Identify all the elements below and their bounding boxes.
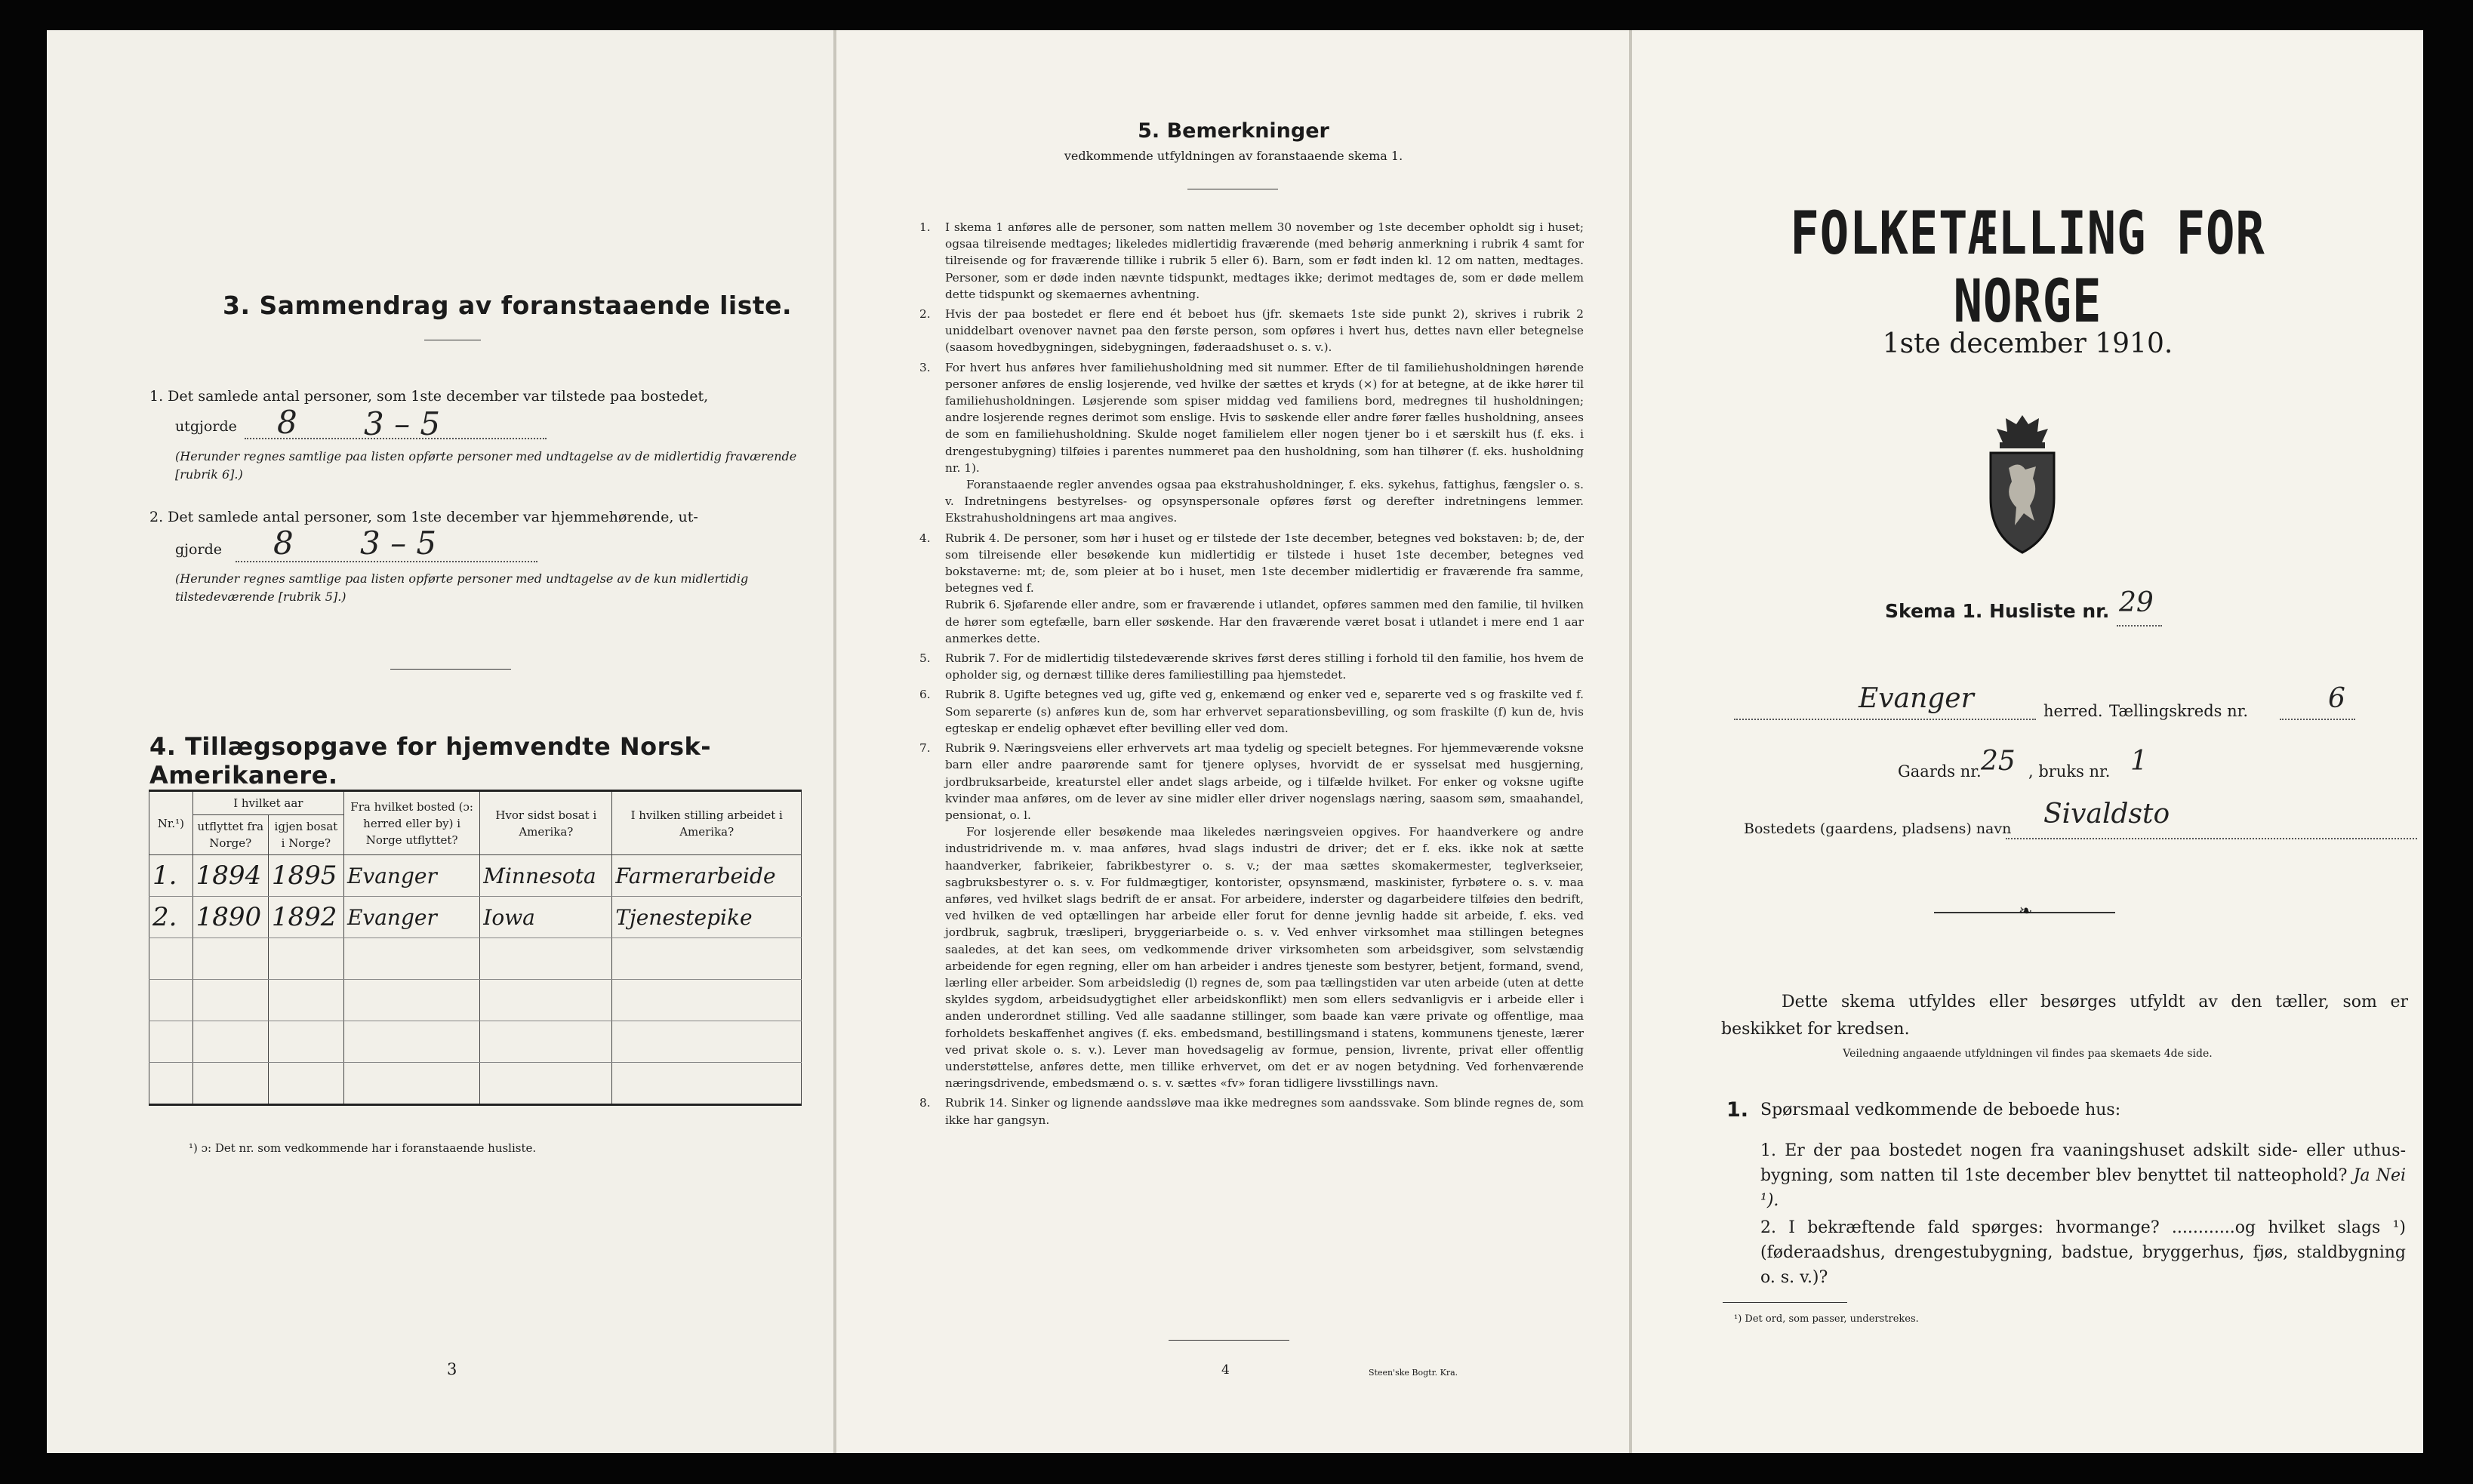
cell-nr: 2. bbox=[149, 897, 193, 938]
cell-stilling: Farmerarbeide bbox=[612, 855, 802, 897]
question-1-answer: Ja Nei ¹). bbox=[1760, 1166, 2406, 1210]
q1-text: 1. Det samlede antal personer, som 1ste december var tilstede paa bostedet, bbox=[149, 388, 709, 405]
page-1 bbox=[1632, 30, 2423, 1453]
cell-bosat: 1895 bbox=[268, 855, 343, 897]
remark-item: 8. Rubrik 14. Sinker og lignende aandssløve maa ikke medregnes som aandssvake. Som blinde regnes de, som ikke har gangsyn. bbox=[919, 1096, 1584, 1127]
q2-text: 2. Det samlede antal personer, som 1ste december var hjemmehørende, ut- bbox=[149, 509, 698, 525]
census-date: 1ste december 1910. bbox=[1882, 328, 2173, 359]
guidance-text: Veiledning angaaende utfyldningen vil findes paa skemaets 4de side. bbox=[1843, 1048, 2213, 1060]
herred-value: Evanger bbox=[1859, 683, 1974, 714]
col-header-bosat: igjen bosat i Norge? bbox=[268, 815, 343, 855]
bruks-value: 1 bbox=[2130, 746, 2148, 777]
q1-value-total: 8 bbox=[277, 404, 297, 441]
cell-amerika: Minnesota bbox=[480, 855, 612, 897]
divider bbox=[390, 669, 511, 670]
footnote: ¹) Det ord, som passer, understrekes. bbox=[1734, 1313, 1919, 1325]
question-heading-number: 1. bbox=[1726, 1098, 1749, 1122]
col-group-header: I hvilket aar bbox=[192, 791, 343, 815]
table-row bbox=[149, 855, 802, 897]
norsk-amerikanere-table bbox=[149, 790, 802, 1106]
q2-value-split: 3 – 5 bbox=[360, 525, 437, 562]
section-3-title: 3. Sammendrag av foranstaaende liste. bbox=[223, 291, 793, 320]
kreds-value: 6 bbox=[2328, 683, 2345, 714]
remarks-title: 5. Bemerkninger bbox=[1138, 119, 1329, 143]
col-header-utflyttet: utflyttet fra Norge? bbox=[192, 815, 268, 855]
table-row bbox=[149, 980, 802, 1021]
remarks-subtitle: vedkommende utfyldningen av foranstaaende skema 1. bbox=[1064, 149, 1403, 163]
cell-amerika: Iowa bbox=[480, 897, 612, 938]
cell-bosted: Evanger bbox=[343, 897, 479, 938]
remark-item: 2. Hvis der paa bostedet er flere end ét beboet hus (jfr. skemaets 1ste side punkt 2), skrives i rubrik 2 uniddelbart ovenover navnet paa den første person, som opføres i hvert hus, dettes navn eller betegnelse (saasom hovedbygningen, sidebygningen, føderaadshuset o. s. v.). bbox=[919, 307, 1584, 355]
q1-note: (Herunder regnes samtlige paa listen opførte personer med undtagelse av de midlertidig fraværende [rubrik 6].) bbox=[175, 449, 797, 482]
herred-line bbox=[1734, 719, 2036, 720]
page-number: 4 bbox=[1221, 1362, 1230, 1378]
herred-label: herred. bbox=[2043, 702, 2103, 720]
q2-label: gjorde bbox=[175, 541, 222, 558]
bosted-label: Bostedets (gaardens, pladsens) navn bbox=[1744, 821, 2012, 837]
schema-label: Skema 1. Husliste nr. bbox=[1885, 600, 2110, 622]
page-number: 3 bbox=[447, 1360, 457, 1378]
col-header-nr: Nr.¹) bbox=[149, 791, 193, 855]
question-heading: Spørsmaal vedkommende de beboede hus: bbox=[1760, 1101, 2121, 1119]
section-4-title: 4. Tillægsopgave for hjemvendte Norsk-Amerikanere. bbox=[149, 732, 712, 790]
remark-item: 1. I skema 1 anføres alle de personer, som natten mellem 30 november og 1ste december opholdt sig i huset; ogsaa tilreisende medtages; likeledes midlertidig fraværende (med behørig anmerkning i rubrik 4 samt for tilreisende og for fraværende tillike i rubrik 5 eller 6). Barn, som er født inden kl. 12 om natten, medtages. Personer, som er døde inden nævnte tidspunkt, medtages ikke; derimot medtages de, som er døde mellem dette tidspunkt og skemaernes avhentning. bbox=[919, 220, 1584, 301]
census-title: FOLKETÆLLING FOR NORGE bbox=[1790, 200, 2265, 336]
instruction-text: Dette skema utfyldes eller besørges utfyldt av den tæller, som er beskikket for kredsen. bbox=[1721, 993, 2408, 1039]
col-header-stilling: I hvilken stilling arbeidet i Amerika? bbox=[612, 791, 802, 855]
cell-bosat: 1892 bbox=[268, 897, 343, 938]
cell-bosted: Evanger bbox=[343, 855, 479, 897]
cell-utflyttet: 1890 bbox=[192, 897, 268, 938]
gaards-value: 25 bbox=[1981, 746, 2016, 777]
printer-imprint: Steen'ske Bogtr. Kra. bbox=[1369, 1368, 1458, 1378]
divider bbox=[1169, 1340, 1289, 1341]
ornament-icon: ❧ bbox=[2019, 902, 2033, 921]
question-2: 2. I bekræftende fald spørges: hvormange? ............og hvilket slags ¹) (føderaadshus, drengestubygning, badstue, bryggerhus, fjøs, staldbygning o. s. v.)? bbox=[1760, 1218, 2406, 1287]
col-header-amerika: Hvor sidst bosat i Amerika? bbox=[480, 791, 612, 855]
remark-item: 6. Rubrik 8. Ugifte betegnes ved ug, gifte ved g, enkemænd og enker ved e, separerte ved s og fraskilte ved f. Som separerte (s) anføres kun de, som har erhvervet separationsbevilling, og som fraskilte (f) kun de, hvis egteskap er endelig ophævet efter bevilling eller ved dom. bbox=[919, 688, 1584, 735]
q1-label: utgjorde bbox=[175, 418, 237, 435]
kreds-label: Tællingskreds nr. bbox=[2109, 702, 2249, 720]
norwegian-coat-of-arms-icon bbox=[1969, 408, 2075, 559]
page-4 bbox=[836, 30, 1631, 1453]
question-1: 1. Er der paa bostedet nogen fra vaaningshuset adskilt side- eller uthus-bygning, som natten til 1ste december blev benyttet til natteophold? Ja Nei ¹). bbox=[1760, 1141, 2406, 1210]
remarks-list bbox=[919, 219, 1584, 1131]
remark-item: 3. For hvert hus anføres hver familiehusholdning med sit nummer. Efter de til familiehusholdningen hørende personer anføres de enslig losjerende, ved hvilke der sættes et kryds (×) for at betegne, at de ikke hører til familiehusholdningen. Løsjerende som spiser middag ved familiens bord, medregnes til husholdningen; andre losjerende regnes derimot som enslige. Hvis to søskende eller andre fører fælles husholdning, ansees de som en familiehusholdning. Skulde noget familielem eller nogen tjener bo i et særskilt hus (f. eks. i drengestubygning) tilføies i parentes nummeret paa den husholdning, som han tilhører (f. eks. husholdning nr. 1). Foranstaaende regler anvendes ogsaa paa ekstrahusholdninger, f. eks. sykehus, fattighus, fængsler o. s. v. Indretningens bestyrelses- og opsynspersonale opføres først og derefter indretningens lemmer. Ekstrahusholdningens art maa angives. bbox=[919, 360, 1584, 525]
table-row bbox=[149, 1021, 802, 1063]
table-row bbox=[149, 938, 802, 980]
q1-answer-line bbox=[245, 438, 547, 439]
bruks-label: , bruks nr. bbox=[2028, 762, 2111, 780]
husliste-line bbox=[2117, 625, 2162, 627]
bosted-value: Sivaldsto bbox=[2043, 799, 2170, 830]
cell-utflyttet: 1894 bbox=[192, 855, 268, 897]
table-row bbox=[149, 897, 802, 938]
remark-item: 5. Rubrik 7. For de midlertidig tilstedeværende skrives først deres stilling i forhold til den familie, hos hvem de opholder sig, og dernæst tillike deres familiestilling paa hjemstedet. bbox=[919, 651, 1584, 682]
remark-item: 4. Rubrik 4. De personer, som hør i huset og er tilstede der 1ste december, betegnes ved bokstaven: b; de, der som tilreisende eller besøkende kun midlertidig er tilstede i huset 1ste december, betegnes ved bokstaverne: mt; de, som pleier at bo i huset, men 1ste december midlertidig er fraværende fra samme, betegnes ved f. Rubrik 6. Sjøfarende eller andre, som er fraværende i utlandet, opføres sammen med den familie, til hvilken de hører som egtefælle, barn eller søskende. Har den fraværende været bosat i utlandet i mere end 1 aar anmerkes dette. bbox=[919, 531, 1584, 645]
col-header-bosted: Fra hvilket bosted (ɔ: herred eller by) i Norge utflyttet? bbox=[343, 791, 479, 855]
remark-item: 7. Rubrik 9. Næringsveiens eller erhvervets art maa tydelig og specielt betegnes. For hjemmeværende voksne barn eller andre paarørende samt for tjenere oplyses, hvorvidt de er sysselsat med husgjerning, jordbruksarbeide, kreaturstel eller andet slags arbeide, og i tilfælde hvilket. For enker og voksne ugifte kvinder maa anføres, om de lever av sine midler eller driver nogenslags næring, saasom søm, smaahandel, pensionat, o. l. For losjerende eller besøkende maa likeledes næringsveien opgives. For haandverkere og andre industridrivende m. v. maa anføres, hvad slags industri de driver; det er f. eks. ikke nok at sætte haandverker, fabrikeier, fabrikbestyrer o. s. v.; der maa sættes skomakermester, teglverkseier, sagbruksbestyrer o. s. v. For fuldmægtiger, kontorister, opsynsmænd, maskinister, fyrbøtere o. s. v. maa anføres, ved hvilket slags bedrift de er ansat. For arbeidere, inderster og dagarbeidere tilføies den bedrift, ved hvilken de ved optællingen har arbeide eller forut for denne jevnlig hadde sit arbeide, f. eks. ved jordbruk, sagbruk, træsliperi, bryggeriarbeide o. s. v. Ved enhver virksomhet maa stillingen betegnes saaledes, at det kan sees, om vedkommende driver virksomheten som arbeidsgiver, som selvstændig arbeidende for egen regning, eller om han arbeider i andres tjeneste som bestyrer, betjent, formand, svend, lærling eller arbeider. Som arbeidsledig (l) regnes de, som paa tællingstiden var uten arbeide (uten at dette skyldes sygdom, arbeidsudygtighet eller arbeidskonflikt) men som ellers sedvanligvis er i arbeide eller i anden underordnet stilling. Ved alle saadanne stillinger, som baade kan være private og offentlige, maa forholdets beskaffenhet angives (f. eks. embedsmand, bestillingsmand i statens, kommunens tjeneste, lærer ved privat skole o. s. v.). Lever man hovedsagelig av formue, pension, livrente, privat eller offentlig understøttelse, anføres dette, men tillike erhvervet, om det er av nogen betydning. Ved forhenværende næringsdrivende, embedsmænd o. s. v. sættes «fv» foran tidligere livsstillings navn. bbox=[919, 741, 1584, 1091]
q2-note: (Herunder regnes samtlige paa listen opførte personer med undtagelse av de kun midlertidig tilstedeværende [rubrik 5].) bbox=[175, 571, 749, 604]
gaards-label: Gaards nr. bbox=[1898, 762, 1982, 780]
table-footnote: ¹) ɔ: Det nr. som vedkommende har i foranstaaende husliste. bbox=[189, 1141, 537, 1155]
kreds-line bbox=[2280, 719, 2355, 720]
q1-value-split: 3 – 5 bbox=[364, 405, 441, 442]
cell-stilling: Tjenestepike bbox=[612, 897, 802, 938]
cell-nr: 1. bbox=[149, 855, 193, 897]
page-3 bbox=[47, 30, 833, 1453]
bosted-line bbox=[2006, 838, 2417, 839]
q2-value-total: 8 bbox=[273, 525, 294, 562]
husliste-number: 29 bbox=[2119, 587, 2154, 618]
q2-answer-line bbox=[236, 561, 537, 562]
divider bbox=[1723, 1302, 1847, 1303]
table-row bbox=[149, 1063, 802, 1105]
